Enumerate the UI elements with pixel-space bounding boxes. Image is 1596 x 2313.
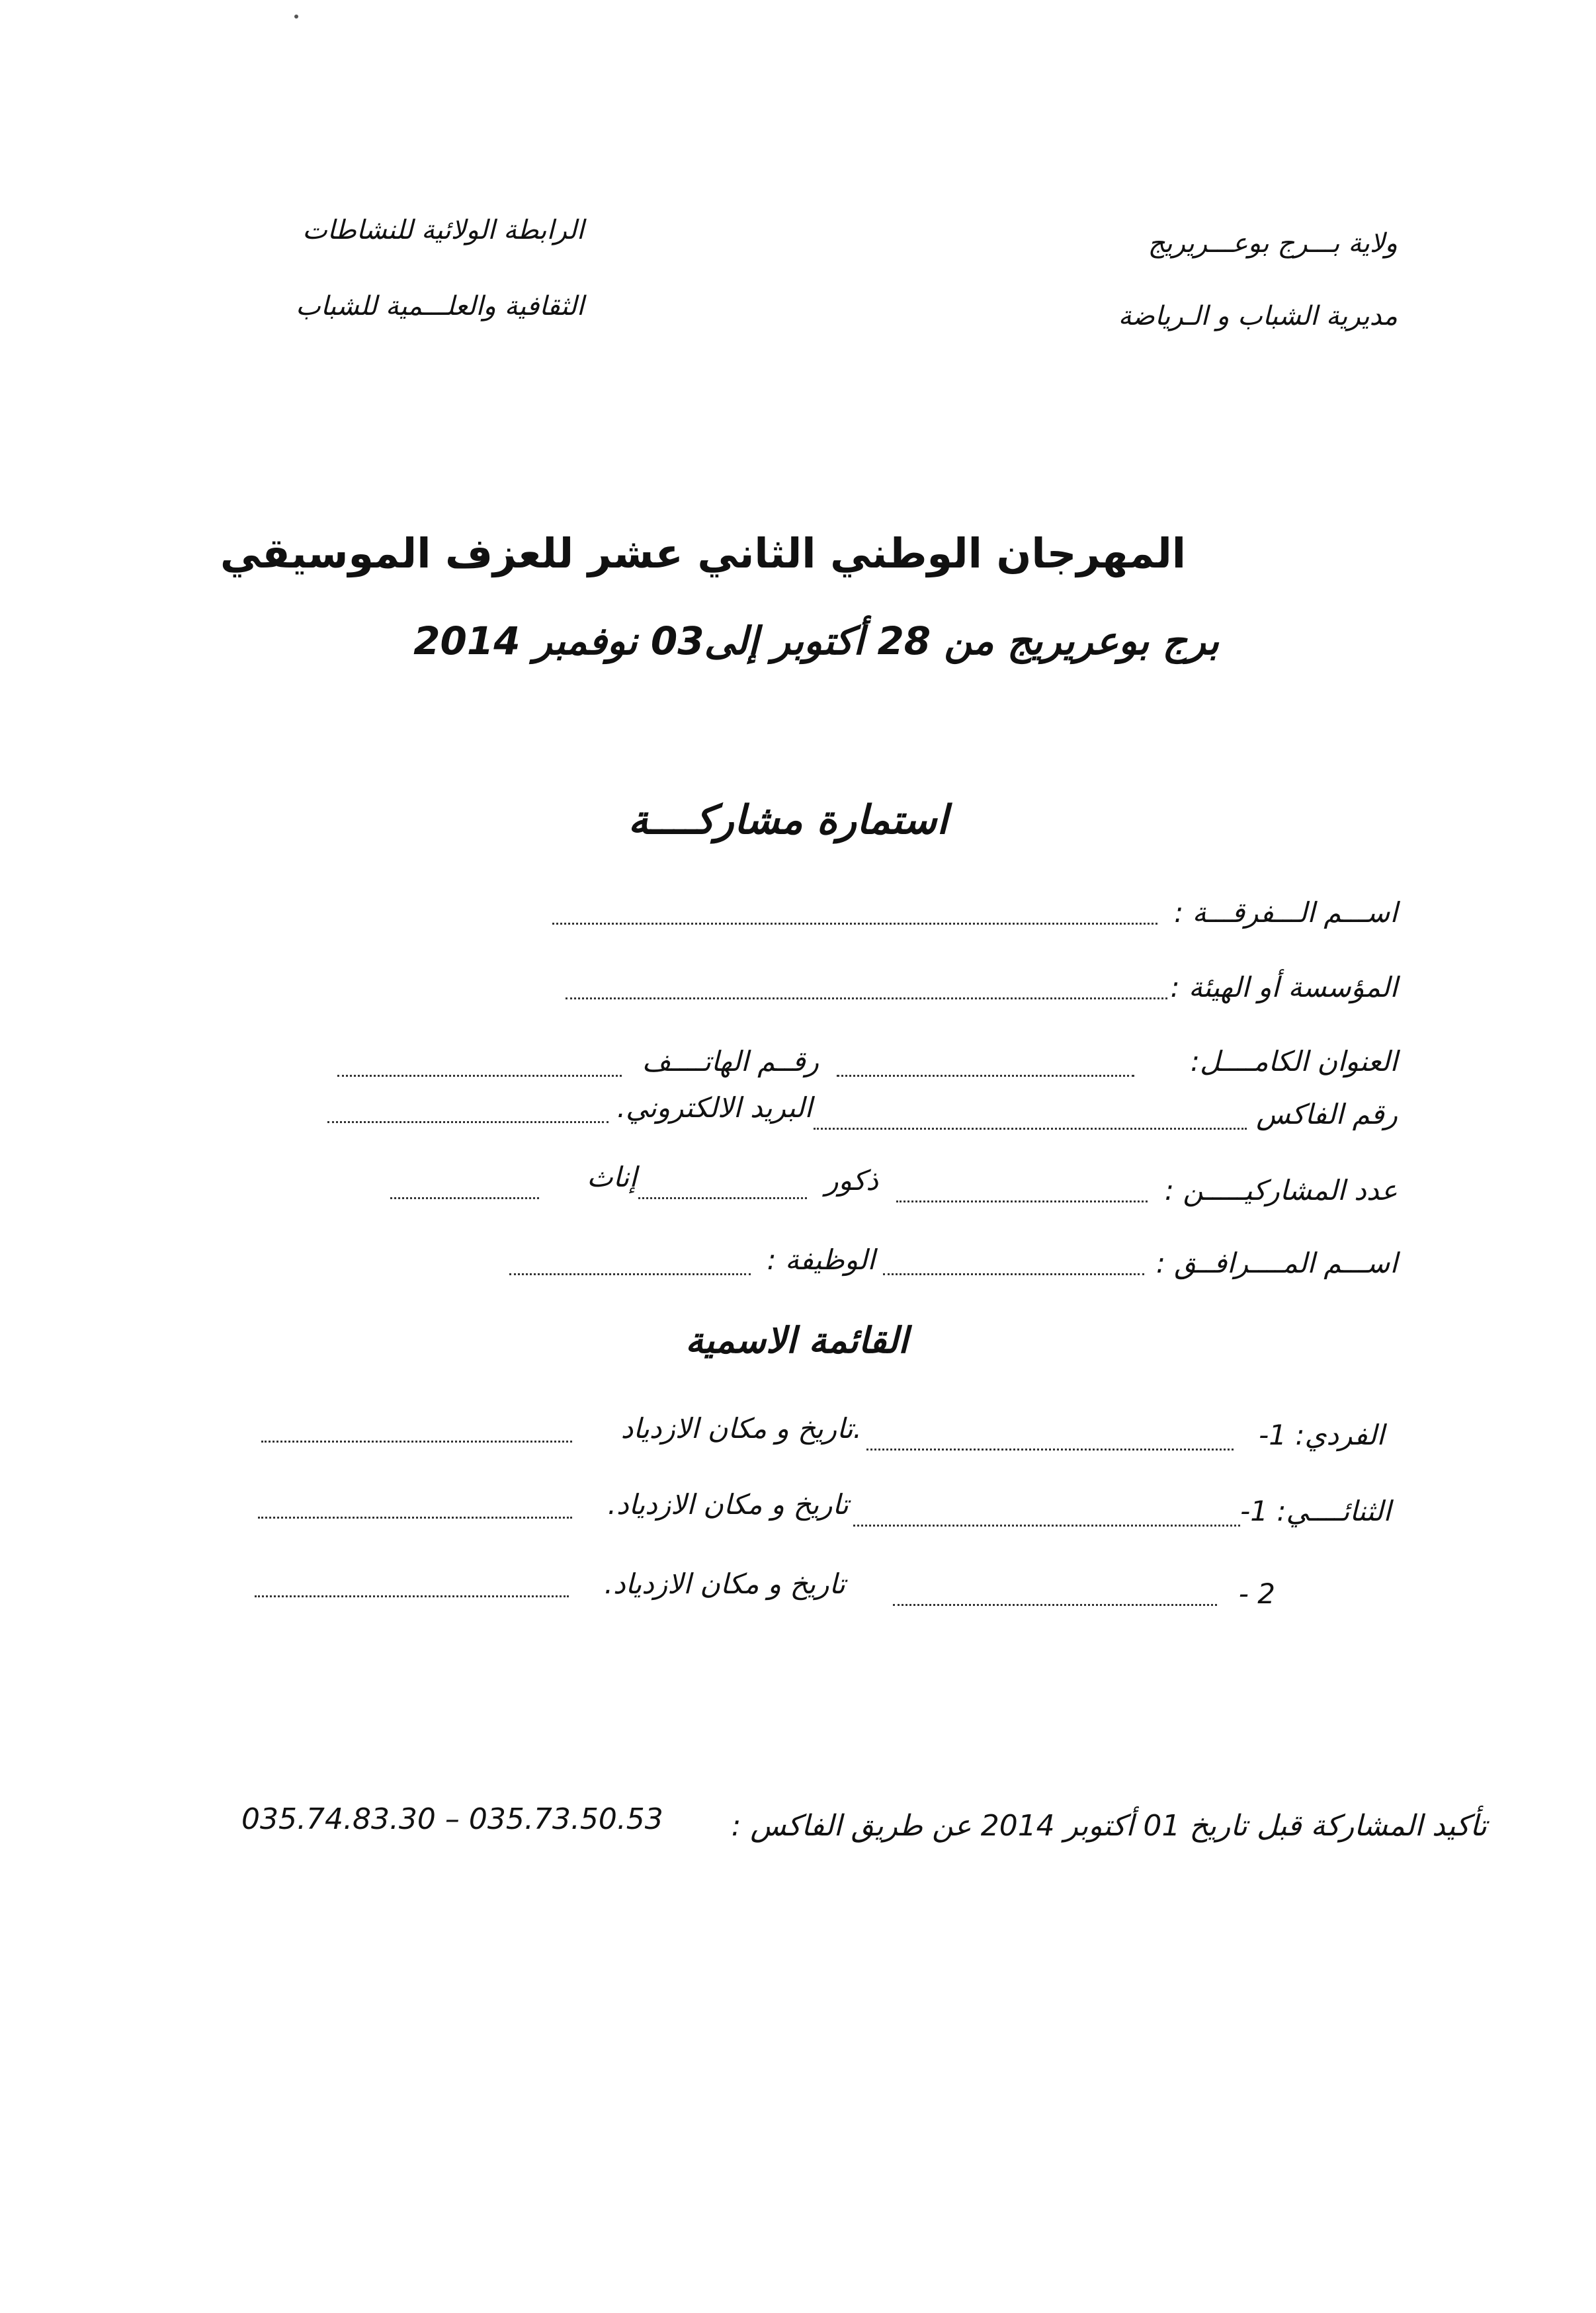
females-count-field[interactable]: [638, 1197, 807, 1199]
total-count-field[interactable]: [390, 1197, 539, 1199]
band-name-field[interactable]: [552, 923, 1157, 925]
duo-name-1-field[interactable]: [853, 1525, 1240, 1527]
fax-numbers: 035.74.83.30 – 035.73.50.53: [241, 1802, 663, 1836]
job-field[interactable]: [509, 1273, 751, 1275]
form-title: استمارة مشاركــــة: [628, 797, 948, 843]
address-field[interactable]: [837, 1075, 1134, 1077]
nominal-list-title: القائمة الاسمية: [685, 1320, 908, 1361]
institution-field[interactable]: [566, 997, 1167, 999]
duo-birth-label-2: تاريخ و مكان الازدياد.: [604, 1568, 845, 1600]
email-label: البريد الالكتروني.: [616, 1091, 812, 1124]
solo-birth-label: .تاريخ و مكان الازدياد: [620, 1412, 862, 1445]
solo-name-field[interactable]: [866, 1449, 1234, 1451]
fax-field[interactable]: [814, 1128, 1247, 1130]
email-field[interactable]: [327, 1121, 609, 1123]
festival-title: المهرجان الوطني الثاني عشر للعزف الموسيقي: [220, 529, 1186, 577]
league-name-line2: الثقافية والعلـــمية للشباب: [296, 291, 584, 321]
job-label: الوظيفة :: [767, 1243, 875, 1276]
participants-label: عدد المشاركيـــــن :: [1164, 1174, 1398, 1206]
companion-field[interactable]: [883, 1273, 1144, 1275]
duo-birth-1-field[interactable]: [258, 1517, 572, 1519]
companion-label: اســـم المــــرافــق :: [1155, 1247, 1398, 1279]
duo-birth-label-1: تاريخ و مكان الازدياد.: [607, 1488, 849, 1521]
phone-field[interactable]: [337, 1075, 622, 1077]
solo-birth-field[interactable]: [261, 1441, 572, 1443]
wilaya-name: ولاية بـــرج بوعـــريريج: [1148, 228, 1398, 259]
females-label: إناث: [587, 1161, 637, 1193]
fax-label: رقم الفاكس: [1256, 1098, 1398, 1130]
festival-dates: برج بوعريريج من 28 أكتوبر إلى03 نوفمبر 2014: [413, 618, 1219, 663]
institution-label: المؤسسة أو الهيئة :: [1170, 971, 1398, 1003]
band-name-label: اســـم الـــفرقـــة :: [1174, 896, 1398, 929]
directorate-name: مديرية الشباب و الـرياضة: [1118, 301, 1398, 331]
address-label: العنوان الكامــــل:: [1190, 1045, 1398, 1077]
fax-confirmation-note: تأكيد المشاركة قبل تاريخ 01 أكتوبر 2014 عن طريق الفاكس :: [731, 1809, 1487, 1843]
duo-birth-2-field[interactable]: [255, 1595, 569, 1597]
duo-label: الثنائــــي: 1-: [1240, 1495, 1391, 1527]
males-label: ذكور: [825, 1164, 878, 1197]
scan-speck: [294, 15, 298, 19]
males-count-field[interactable]: [896, 1200, 1148, 1202]
league-name-line1: الرابطة الولائية للنشاطات: [302, 215, 584, 245]
second-member-label: 2 -: [1238, 1577, 1275, 1610]
duo-name-2-field[interactable]: [893, 1604, 1217, 1606]
solo-label: الفردي: 1-: [1259, 1419, 1384, 1451]
phone-label: رقــم الهاتــــف: [642, 1045, 819, 1077]
